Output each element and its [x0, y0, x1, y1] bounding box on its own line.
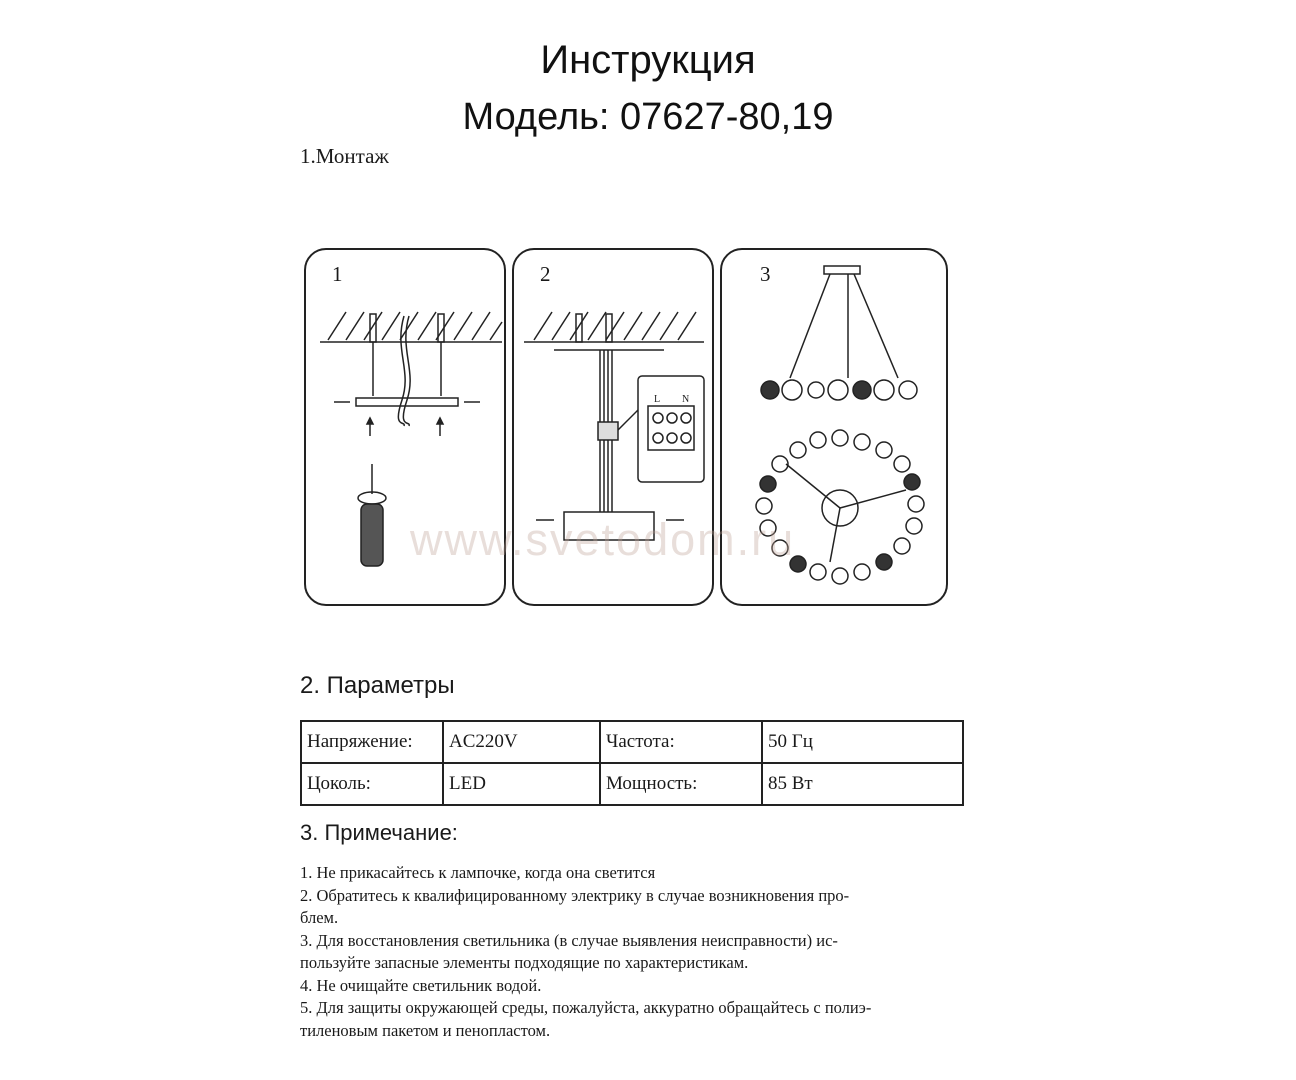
notes-list	[300, 862, 970, 1042]
param-label-base: Цоколь:	[301, 763, 443, 805]
param-value-frequency: 50 Гц	[762, 721, 963, 763]
param-value-power: 85 Вт	[762, 763, 963, 805]
note-line: 4. Не очищайте светильник водой.	[300, 975, 542, 995]
note-line: 3. Для восстановления светильника (в случае выявления неисправности) ис-	[300, 930, 838, 950]
note-line: тиленовым пакетом и пенопластом.	[300, 1020, 551, 1040]
document-title: Инструкция	[540, 38, 756, 82]
param-label-power: Мощность:	[600, 763, 762, 805]
param-value-voltage: AC220V	[443, 721, 600, 763]
table-row	[301, 721, 963, 763]
param-value-base: LED	[443, 763, 600, 805]
param-label-voltage: Напряжение:	[301, 721, 443, 763]
step-number: 2	[540, 262, 551, 286]
step-number: 3	[760, 262, 771, 286]
note-line: блем.	[300, 908, 339, 927]
watermark: www.svetodom.ru	[410, 514, 796, 565]
section-notes-heading: 3. Примечание:	[300, 820, 458, 845]
terminal-label-l: L	[654, 394, 661, 405]
note-line: пользуйте запасные элементы подходящие по характеристикам.	[300, 953, 749, 972]
section-mounting-heading: 1.Монтаж	[300, 144, 389, 168]
table-row	[301, 763, 963, 805]
step-number: 1	[332, 262, 343, 286]
note-line: 1. Не прикасайтесь к лампочке, когда она светится	[300, 863, 656, 882]
parameters-table	[300, 720, 964, 806]
note-line: 5. Для защиты окружающей среды, пожалуйста, аккуратно обращайтесь с полиэ-	[300, 998, 872, 1017]
terminal-label-n: N	[682, 394, 690, 405]
param-label-frequency: Частота:	[600, 721, 762, 763]
note-line: 2. Обратитесь к квалифицированному электрику в случае возникновения про-	[300, 885, 850, 905]
model-number: Модель: 07627-80,19	[462, 96, 834, 138]
section-parameters-heading: 2. Параметры	[300, 672, 455, 699]
